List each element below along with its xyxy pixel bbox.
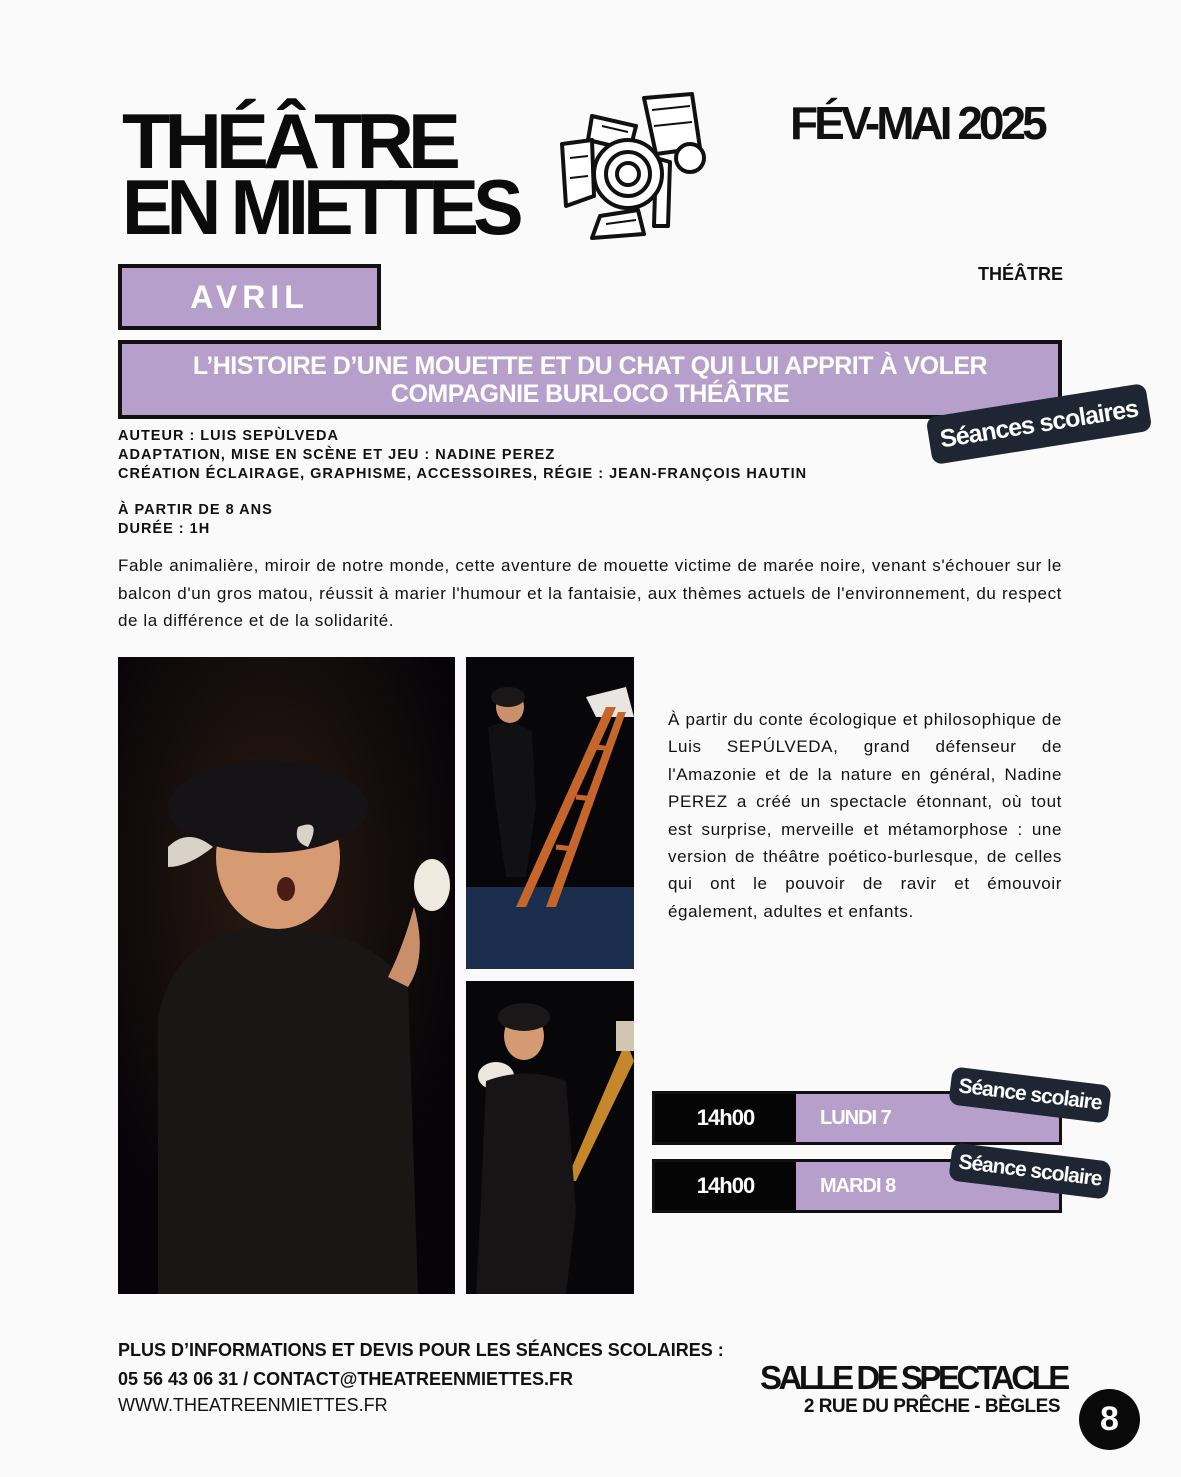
- show-title-box: [118, 340, 1062, 419]
- show-photo-main: [118, 657, 455, 1294]
- company-name: COMPAGNIE BURLOCO THÉÂTRE: [390, 379, 790, 408]
- month-label: AVRIL: [118, 264, 381, 330]
- credits-block: [118, 427, 807, 484]
- venue-address: 2 RUE DU PRÊCHE - BÈGLES: [803, 1396, 1060, 1417]
- school-session-badge: Séance scolaire: [948, 1066, 1111, 1123]
- contact-info: 05 56 43 06 31 / CONTACT@THEATREENMIETTES.FR: [118, 1369, 573, 1389]
- page-number: 8: [1079, 1389, 1140, 1450]
- show-photo-bird: [466, 981, 634, 1294]
- show-description: Fable animalière, miroir de notre monde, cette aventure de mouette victime de marée noire, venant s'échouer sur le balcon d'un gros matou, réussit à marier l'humour et la fantaisie, aux thèmes actuels de l'environnement, du respect de la différence et de la solidarité.: [118, 556, 1062, 630]
- credit-author: AUTEUR : LUIS SEPÙLVEDA: [118, 428, 339, 444]
- info-heading: PLUS D’INFORMATIONS ET DEVIS POUR LES SÉANCES SCOLAIRES :: [118, 1340, 724, 1360]
- audience-block: [118, 501, 273, 539]
- age-info: À PARTIR DE 8 ANS: [118, 502, 273, 518]
- show-title: L’HISTOIRE D’UNE MOUETTE ET DU CHAT QUI LUI APPRIT À VOLER: [192, 351, 988, 380]
- credit-creation: CRÉATION ÉCLAIRAGE, GRAPHISME, ACCESSOIRES, RÉGIE : JEAN-FRANÇOIS HAUTIN: [118, 466, 808, 482]
- venue-name: SALLE DE SPECTACLE: [760, 1359, 1067, 1396]
- school-session-badge: Séance scolaire: [948, 1142, 1111, 1199]
- season-dates: FÉV-MAI 2025: [790, 97, 1044, 149]
- website-link[interactable]: WWW.THEATREENMIETTES.FR: [118, 1395, 388, 1415]
- school-sessions-badge: Séances scolaires: [926, 383, 1153, 465]
- credit-adaptation: ADAPTATION, MISE EN SCÈNE ET JEU : NADINE PEREZ: [118, 447, 556, 463]
- schedule-day: LUNDI 7: [820, 1106, 891, 1129]
- show-photo-ladder: [466, 657, 634, 969]
- schedule-time: 14h00: [655, 1162, 796, 1210]
- schedule-time: 14h00: [655, 1094, 796, 1142]
- duration-info: DURÉE : 1H: [118, 521, 211, 537]
- logo-title-line-2: EN MIETTES: [122, 163, 518, 251]
- category-label: THÉÂTRE: [978, 264, 1063, 284]
- spotlight-icon: [552, 88, 712, 243]
- schedule-day: MARDI 8: [820, 1174, 896, 1197]
- show-summary: À partir du conte écologique et philosophique de Luis SEPÚLVEDA, grand défenseur de l'Amazonie et de la nature en général, Nadine PEREZ a créé un spectacle étonnant, où tout est surprise, merveille et métamorphose : une version de théâtre poético-burlesque, de celles qui ont le pouvoir de ravir et émouvoir également, adultes et enfants.: [668, 710, 1062, 921]
- logo-title-line-1: THÉÂTRE: [122, 97, 455, 185]
